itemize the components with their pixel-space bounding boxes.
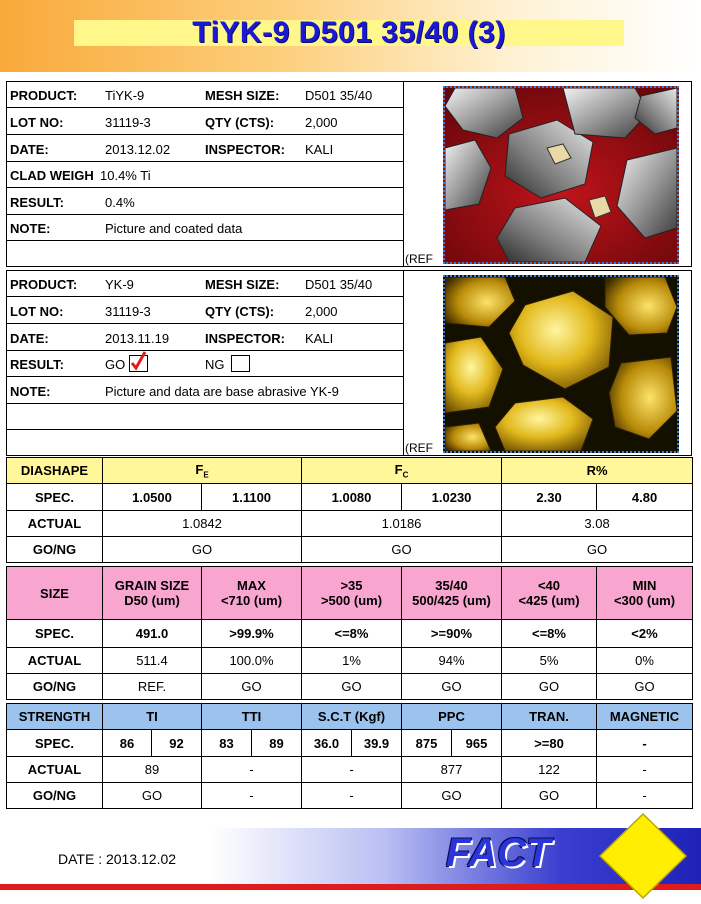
- spec-cell: >99.9%: [202, 620, 302, 648]
- qty-value: 2,000: [305, 304, 338, 319]
- actual-cell: -: [302, 757, 402, 783]
- ppc-header: PPC: [402, 704, 502, 730]
- ref-label: (REF: [405, 252, 433, 266]
- coated-diamond-photo: [443, 86, 679, 264]
- gong-cell: GO: [502, 783, 597, 809]
- diashape-header: DIASHAPE: [7, 458, 103, 484]
- mesh-size-value: D501 35/40: [305, 88, 373, 103]
- mesh-size-label: MESH SIZE:: [205, 277, 280, 292]
- spec-cell: 1.0080: [302, 484, 402, 511]
- spec-cell: 491.0: [103, 620, 202, 648]
- fc-header: $F_C$: [302, 458, 502, 484]
- gong-cell: GO: [302, 674, 402, 700]
- coated-crystals-image: [445, 88, 677, 262]
- size-header: SIZE: [7, 567, 103, 620]
- mesh-35-40-header: 35/40 500/425 (um): [402, 567, 502, 620]
- spec-cell: 875: [402, 730, 452, 757]
- result-value: 0.4%: [105, 195, 135, 210]
- product-label: PRODUCT:: [10, 88, 78, 103]
- min-header: MIN <300 (um): [597, 567, 693, 620]
- date-label: DATE:: [10, 142, 49, 157]
- max-header: MAX <710 (um): [202, 567, 302, 620]
- actual-cell: 3.08: [502, 511, 693, 537]
- strength-table: [6, 703, 693, 809]
- gong-cell: -: [202, 783, 302, 809]
- actual-cell: 100.0%: [202, 648, 302, 674]
- base-diamond-photo: [443, 275, 679, 453]
- inspector-value: KALI: [305, 331, 334, 346]
- gong-cell: -: [302, 783, 402, 809]
- footer-red-line: [0, 884, 701, 890]
- r-percent-header: R%: [502, 458, 693, 484]
- spec-cell: >=80: [502, 730, 597, 757]
- actual-label: ACTUAL: [7, 757, 103, 783]
- spec-cell: >=90%: [402, 620, 502, 648]
- actual-label: ACTUAL: [7, 648, 103, 674]
- note-label: NOTE:: [10, 221, 51, 236]
- gong-label: GO/NG: [7, 537, 103, 563]
- tran-header: TRAN.: [502, 704, 597, 730]
- page-title: TiYK-9 D501 35/40 (3): [192, 16, 506, 49]
- spec-label: SPEC.: [7, 620, 103, 648]
- date-value: 2013.12.02: [105, 142, 171, 157]
- result-label: RESULT:: [10, 195, 64, 210]
- spec-cell: 965: [452, 730, 502, 757]
- qty-label: QTY (CTS):: [205, 115, 275, 130]
- gong-cell: GO: [597, 674, 693, 700]
- inspector-value: KALI: [305, 142, 334, 157]
- actual-cell: -: [202, 757, 302, 783]
- gong-cell: GO: [502, 674, 597, 700]
- gong-cell: REF.: [103, 674, 202, 700]
- actual-cell: 1.0842: [103, 511, 302, 537]
- spec-cell: 36.0: [302, 730, 352, 757]
- lot-label: LOT NO:: [10, 115, 64, 130]
- spec-cell: 83: [202, 730, 252, 757]
- base-product-block: [6, 270, 692, 456]
- spec-cell: 89: [252, 730, 302, 757]
- fe-header: $F_E$: [103, 458, 302, 484]
- actual-cell: 1%: [302, 648, 402, 674]
- actual-cell: -: [597, 757, 693, 783]
- spec-cell: -: [597, 730, 693, 757]
- gong-cell: GO: [202, 674, 302, 700]
- note-value: Picture and data are base abrasive YK-9: [105, 384, 339, 399]
- ng-label: NG: [205, 357, 225, 372]
- fact-logo: FACT: [446, 831, 551, 875]
- checkmark-icon: [130, 354, 147, 369]
- actual-cell: 122: [502, 757, 597, 783]
- spec-cell: <=8%: [302, 620, 402, 648]
- gong-cell: GO: [502, 537, 693, 563]
- gong-cell: -: [597, 783, 693, 809]
- magnetic-header: MAGNETIC: [597, 704, 693, 730]
- ti-header: TI: [103, 704, 202, 730]
- gong-cell: GO: [402, 674, 502, 700]
- mesh-size-value: D501 35/40: [305, 277, 373, 292]
- actual-cell: 89: [103, 757, 202, 783]
- gong-cell: GO: [302, 537, 502, 563]
- yellow-diamond-icon: [598, 812, 688, 900]
- spec-cell: 39.9: [352, 730, 402, 757]
- actual-cell: 0%: [597, 648, 693, 674]
- ref-label: (REF: [405, 441, 433, 455]
- spec-label: SPEC.: [7, 484, 103, 511]
- product-label: PRODUCT:: [10, 277, 78, 292]
- spec-cell: 1.0230: [402, 484, 502, 511]
- spec-cell: 86: [103, 730, 152, 757]
- gong-cell: GO: [402, 783, 502, 809]
- spec-cell: 1.0500: [103, 484, 202, 511]
- product-value: TiYK-9: [105, 88, 145, 103]
- grain-size-header: GRAIN SIZE D50 (um): [103, 567, 202, 620]
- actual-label: ACTUAL: [7, 511, 103, 537]
- clad-weight-value: 10.4% Ti: [100, 168, 151, 183]
- tti-header: TTI: [202, 704, 302, 730]
- actual-cell: 94%: [402, 648, 502, 674]
- spec-cell: 92: [152, 730, 202, 757]
- lot-label: LOT NO:: [10, 304, 64, 319]
- diashape-table: [6, 457, 693, 563]
- actual-cell: 511.4: [103, 648, 202, 674]
- note-label: NOTE:: [10, 384, 51, 399]
- qty-value: 2,000: [305, 115, 338, 130]
- actual-cell: 5%: [502, 648, 597, 674]
- product-value: YK-9: [105, 277, 134, 292]
- gong-label: GO/NG: [7, 783, 103, 809]
- result-label: RESULT:: [10, 357, 64, 372]
- spec-cell: <=8%: [502, 620, 597, 648]
- gong-cell: GO: [103, 537, 302, 563]
- spec-cell: 4.80: [597, 484, 693, 511]
- under-40-header: <40 <425 (um): [502, 567, 597, 620]
- base-crystals-image: [445, 277, 677, 451]
- footer-date: DATE : 2013.12.02: [58, 851, 177, 867]
- lot-value: 31119-3: [105, 304, 151, 319]
- gong-label: GO/NG: [7, 674, 103, 700]
- spec-label: SPEC.: [7, 730, 103, 757]
- lot-value: 31119-3: [105, 115, 151, 130]
- inspector-label: INSPECTOR:: [205, 331, 285, 346]
- gong-cell: GO: [103, 783, 202, 809]
- coated-product-block: [6, 81, 692, 267]
- actual-cell: 1.0186: [302, 511, 502, 537]
- over-35-header: >35 >500 (um): [302, 567, 402, 620]
- strength-header: STRENGTH: [7, 704, 103, 730]
- spec-cell: <2%: [597, 620, 693, 648]
- actual-cell: 877: [402, 757, 502, 783]
- spec-cell: 1.1100: [202, 484, 302, 511]
- spec-cell: 2.30: [502, 484, 597, 511]
- date-label: DATE:: [10, 331, 49, 346]
- ng-checkbox[interactable]: [231, 355, 250, 372]
- mesh-size-label: MESH SIZE:: [205, 88, 280, 103]
- size-table: [6, 566, 693, 700]
- go-label: GO: [105, 357, 126, 372]
- go-checkbox[interactable]: [129, 355, 148, 372]
- qty-label: QTY (CTS):: [205, 304, 275, 319]
- date-value: 2013.11.19: [105, 331, 170, 346]
- note-value: Picture and coated data: [105, 221, 243, 236]
- inspector-label: INSPECTOR:: [205, 142, 285, 157]
- sct-header: S.C.T (Kgf): [302, 704, 402, 730]
- clad-weight-label: CLAD WEIGH: [10, 168, 94, 183]
